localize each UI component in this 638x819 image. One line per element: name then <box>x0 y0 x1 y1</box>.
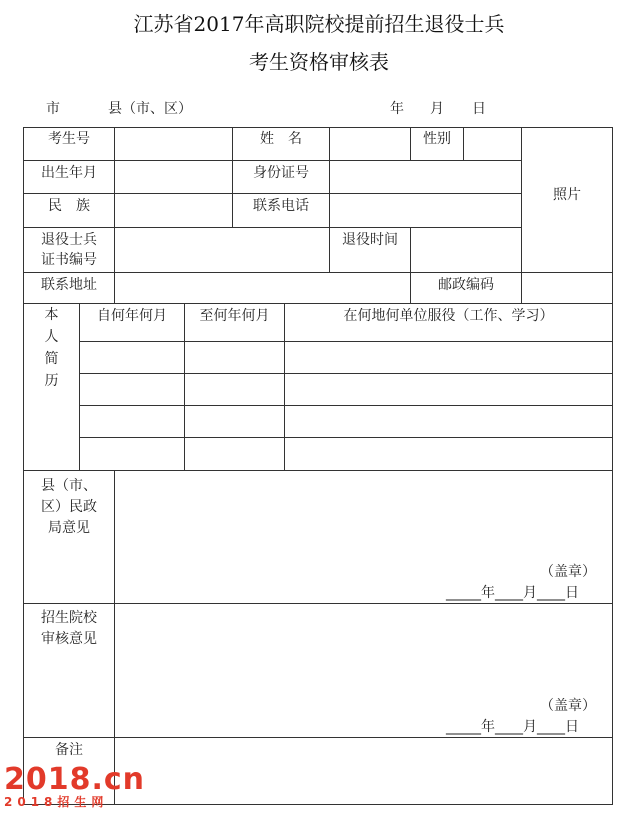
label-remarks: 备注 <box>55 742 83 758</box>
watermark-subtext: 2018招生网 <box>4 795 109 809</box>
header-year: 年 <box>390 101 404 117</box>
label-cert-line1: 退役士兵 <box>41 232 97 248</box>
label-postcode: 邮政编码 <box>438 277 494 293</box>
form-title-line1: 江苏省2017年高职院校提前招生退役士兵 <box>133 12 505 36</box>
watermark-logo <box>4 762 145 810</box>
label-cert-line2: 证书编号 <box>41 252 97 268</box>
resume-label-4: 历 <box>44 373 59 389</box>
form-title-line2: 考生资格审核表 <box>249 50 389 74</box>
label-gender: 性别 <box>423 131 451 147</box>
label-ethnicity: 民 族 <box>48 198 90 214</box>
civil-label-line2: 区）民政 <box>41 499 97 515</box>
school-date: _____年____月____日 <box>446 719 579 735</box>
header-city: 市 <box>46 101 60 117</box>
watermark-logo-text: 2018.cn <box>4 762 146 797</box>
civil-seal: （盖章） <box>540 564 596 580</box>
civil-label-line3: 局意见 <box>48 520 90 536</box>
civil-date: _____年____月____日 <box>446 585 579 601</box>
school-seal: （盖章） <box>540 698 596 714</box>
resume-col-from: 自何年何月 <box>97 308 167 324</box>
label-birth: 出生年月 <box>41 165 97 181</box>
header-county: 县（市、区） <box>108 101 192 117</box>
header-month: 月 <box>430 101 444 117</box>
label-photo: 照片 <box>553 187 581 203</box>
civil-label-line1: 县（市、 <box>41 478 97 494</box>
label-exam-no: 考生号 <box>48 131 90 147</box>
header-day: 日 <box>472 101 486 117</box>
resume-col-to: 至何年何月 <box>199 308 270 324</box>
school-label-line1: 招生院校 <box>41 610 97 626</box>
resume-col-place: 在何地何单位服役（工作、学习） <box>343 308 554 324</box>
resume-label-3: 简 <box>44 351 59 367</box>
label-name: 姓 名 <box>260 131 302 147</box>
school-label-line2: 审核意见 <box>41 631 97 647</box>
resume-label-1: 本 <box>44 307 59 323</box>
label-phone: 联系电话 <box>253 198 309 214</box>
label-discharge-time: 退役时间 <box>342 232 398 248</box>
label-id-no: 身份证号 <box>253 165 309 181</box>
label-address: 联系地址 <box>41 277 97 293</box>
resume-label-2: 人 <box>44 329 59 345</box>
